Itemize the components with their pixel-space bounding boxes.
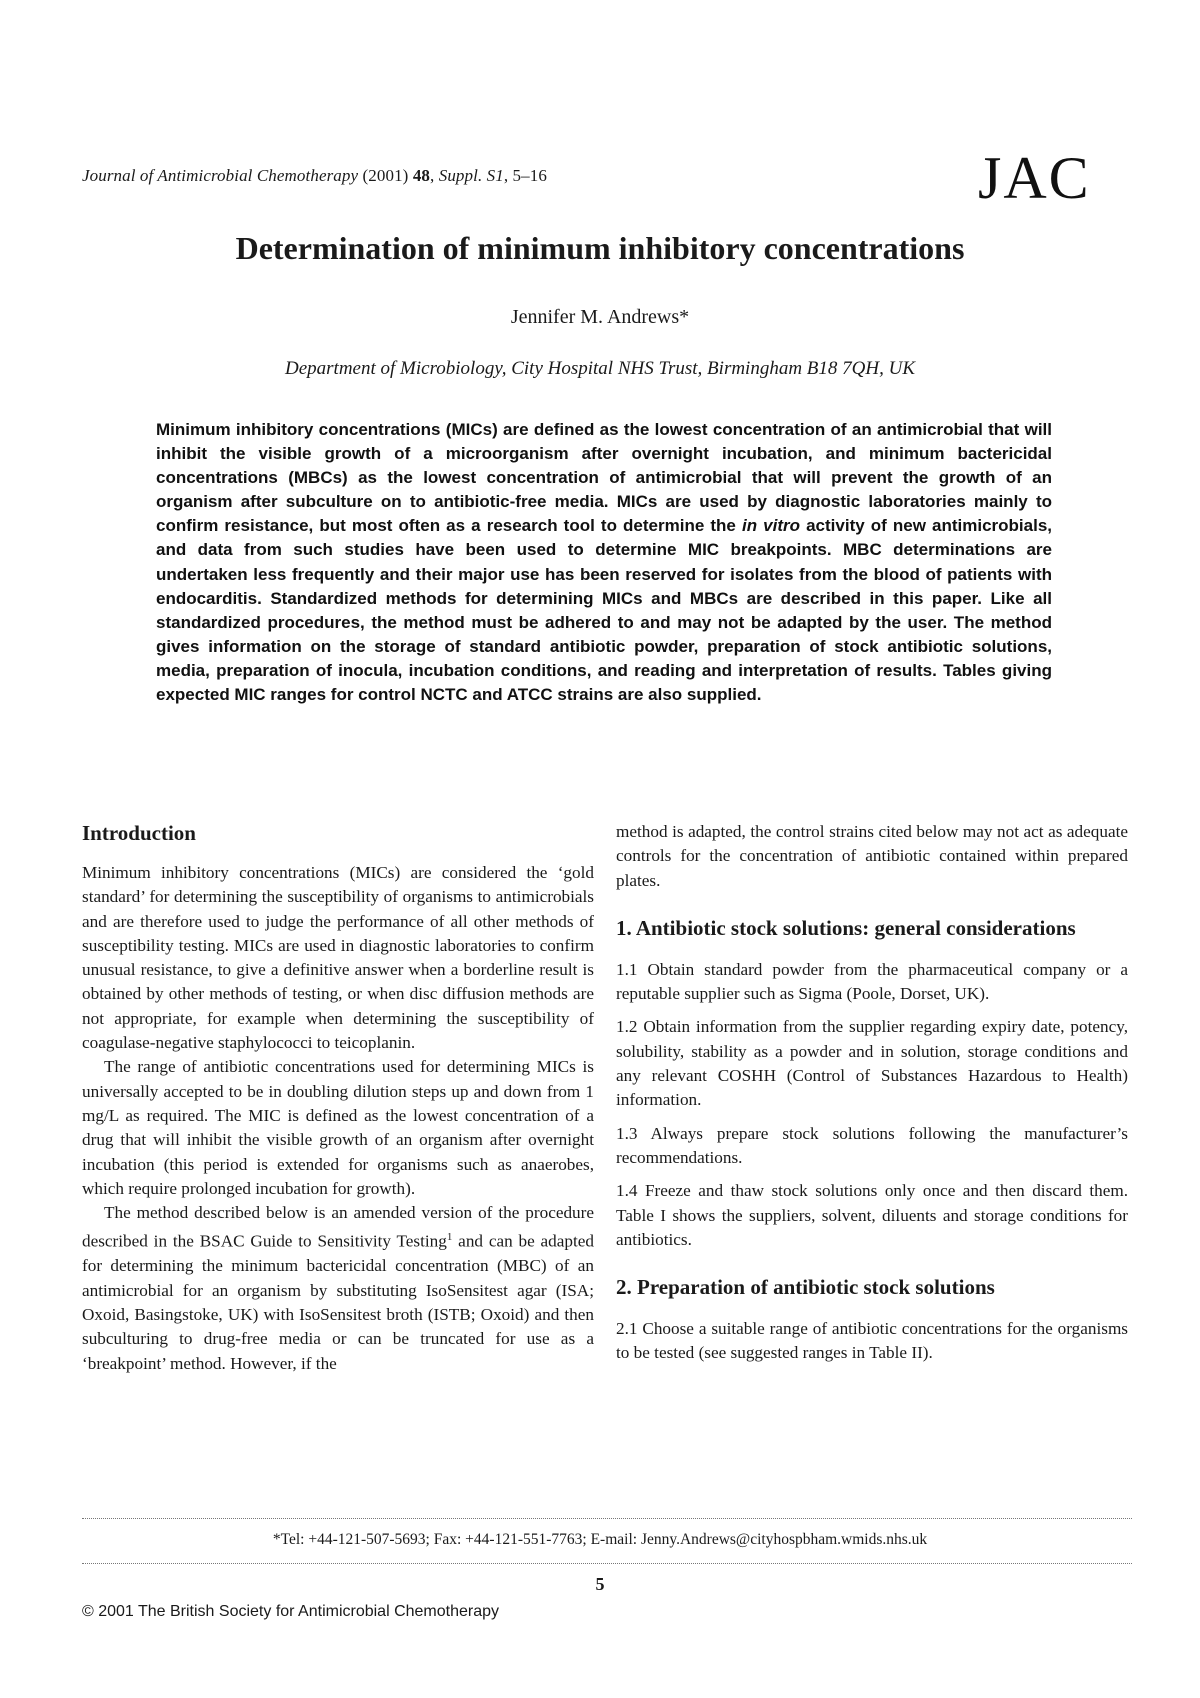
author-contact: *Tel: +44-121-507-5693; Fax: +44-121-551-7763; E-mail: Jenny.Andrews@cityhospbham.wmids.nhs.uk (272, 1531, 928, 1548)
journal-supplement: Suppl. S1 (438, 166, 504, 185)
section-1-item: 1.1 Obtain standard powder from the pharmaceutical company or a reputable supplier such as Sigma (Poole, Dorset, UK). (616, 959, 1128, 1004)
abstract-italic: in vitro (741, 516, 800, 536)
footer-rule-bottom (82, 1563, 1132, 1564)
abstract-text-2: activity of new antimicrobials, and data from such studies have been used to determine MIC breakpoints. MBC determinations are undertaken less frequently and their major use has been reserved for isolates from the blood of patients with endocarditis. Standardized methods for determining MICs and MBCs are described in this paper. Like all standardized procedures, the method must be adhered to and may not be adapted by the user. The method gives information on the storage of standard antibiotic powder, preparation of stock antibiotic solutions, media, preparation of inocula, incubation conditions, and reading and interpretation of results. Tables giving expected MIC ranges for control NCTC and ATCC strains are also supplied. (156, 516, 1053, 705)
section-1-item: 1.3 Always prepare stock solutions following the manufacturer’s recommendations. (616, 1123, 1128, 1167)
section-1-item: 1.4 Freeze and thaw stock solutions only once and then discard them. Table I shows the suppliers, solvent, diluents and storage conditions for antibiotics. (616, 1181, 1128, 1249)
section-2-heading: 2. Preparation of antibiotic stock solutions (616, 1275, 995, 1300)
abstract (156, 418, 1052, 707)
author-name: Jennifer M. Andrews* (510, 306, 690, 328)
intro-paragraph-1: Minimum inhibitory concentrations (MICs) are considered the ‘gold standard’ for determining the susceptibility of organisms to antimicrobials and are therefore used to judge the performance of all other methods of susceptibility testing. MICs are used in diagnostic laboratories to confirm unusual resistance, to give a definitive answer when a borderline result is obtained by other methods of testing, or when disc diffusion methods are not appropriate, for example when determining the susceptibility of coagulase-negative staphylococci to teicoplanin. (82, 863, 594, 1053)
right-column (616, 820, 1128, 1375)
paper-title: Determination of minimum inhibitory concentrations (235, 230, 965, 266)
journal-volume: 48 (412, 166, 431, 185)
journal-pages: 5–16 (512, 166, 547, 185)
intro-paragraph-3-text-a: The method described below is an amended version of the procedure described in the BSAC Guide to Sensitivity Testing (82, 1203, 594, 1252)
reference-1[interactable]: 1 (446, 1231, 453, 1244)
introduction-heading: Introduction (82, 821, 196, 845)
intro-paragraph-3-text-b: and can be adapted for determining the minimum bactericidal concentration (MBC) of an antimicrobial for an organism by substituting IsoSensitest agar (ISA; Oxoid, Basingstoke, UK) with IsoSensitest broth (ISTB; Oxoid) and then subculturing to drug-free media or can be truncated for use as a ‘breakpoint’ method. However, if the (82, 1232, 594, 1373)
journal-year: (2001) (362, 166, 409, 185)
page-number: 5 (595, 1574, 605, 1594)
left-column (82, 820, 594, 1376)
footer-rule-top (82, 1518, 1132, 1519)
section-1-heading: 1. Antibiotic stock solutions: general considerations (616, 915, 1076, 940)
intro-paragraph-2: The range of antibiotic concentrations used for determining MICs is universally accepted to be in doubling dilution steps up and down from 1 mg/L as required. The MIC is defined as the lowest concentration of a drug that will inhibit the visible growth of an organism after overnight incubation (this period is extended for organisms such as anaerobes, which require prolonged incubation for growth). (82, 1057, 594, 1198)
intro-paragraph-3-continued: method is adapted, the control strains cited below may not act as adequate controls for the concentration of antibiotic contained within prepared plates. (616, 822, 1128, 890)
author-affiliation: Department of Microbiology, City Hospital NHS Trust, Birmingham B18 7QH, UK (285, 358, 915, 379)
copyright-notice: © 2001 The British Society for Antimicrobial Chemotherapy (82, 1603, 500, 1620)
jac-logo: JAC (978, 145, 1091, 211)
abstract-text-1: Minimum inhibitory concentrations (MICs) are defined as the lowest concentration of an antimicrobial that will inhibit the visible growth of a microorganism after overnight incubation, and minimum bactericidal concentrations (MBCs) as the lowest concentration of antimicrobial that will prevent the growth of an organism after subculture on to antibiotic-free media. MICs are used by diagnostic laboratories mainly to confirm resistance, but most often as a research tool to determine the (156, 420, 1052, 536)
section-1-item: 1.2 Obtain information from the supplier regarding expiry date, potency, solubility, stability as a powder and in solution, storage conditions and any relevant COSHH (Control of Substances Hazardous to Health) information. (616, 1017, 1128, 1110)
intro-paragraph-3 (82, 1201, 594, 1376)
section-2-item: 2.1 Choose a suitable range of antibiotic concentrations for the organisms to be tested (see suggested ranges in Table II). (616, 1319, 1128, 1363)
journal-citation: Journal of Antimicrobial Chemotherapy (2001) 48, Suppl. S1, 5–16 (82, 166, 547, 185)
journal-name: Journal of Antimicrobial Chemotherapy (82, 166, 359, 185)
